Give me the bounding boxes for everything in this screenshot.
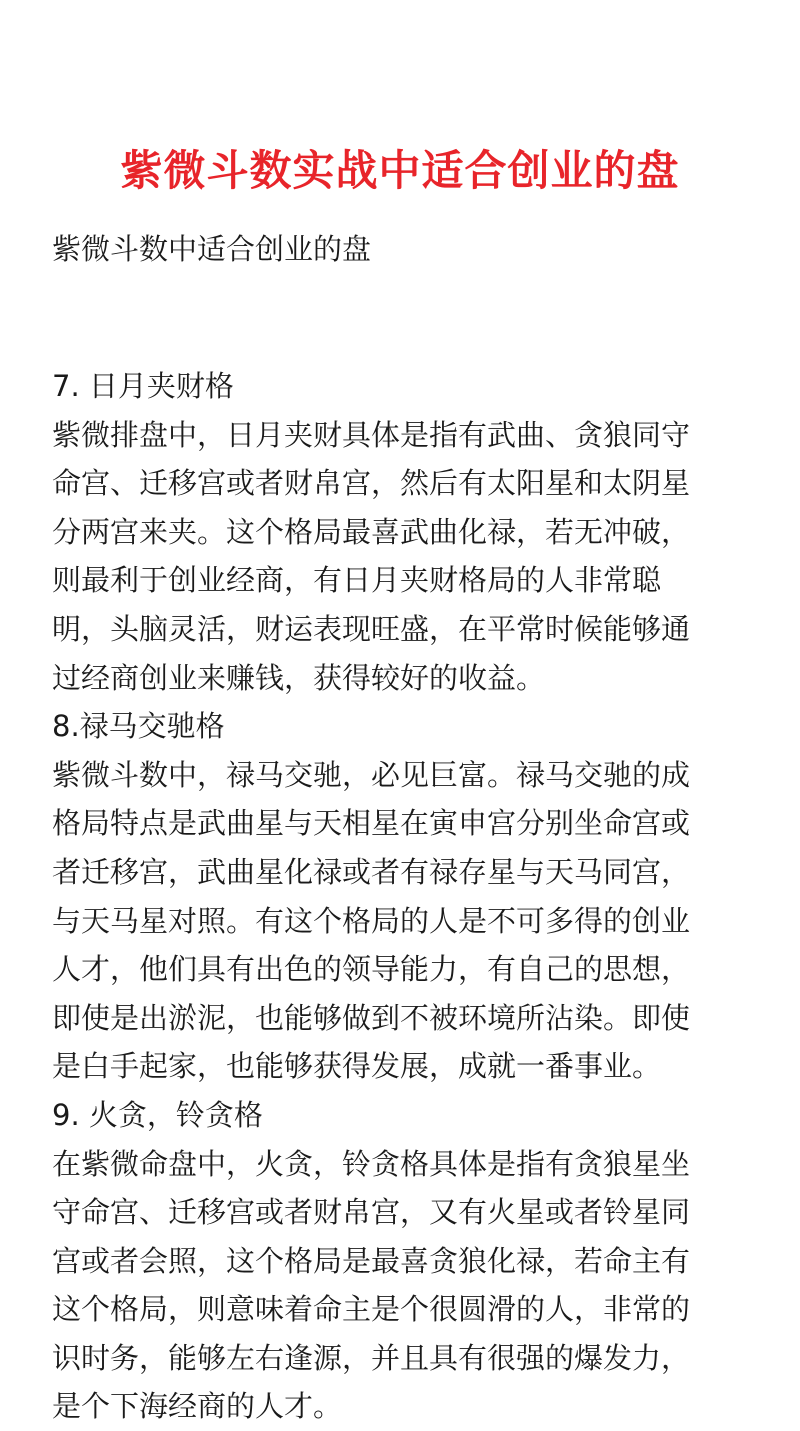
section-heading: 7. 日月夹财格	[52, 369, 234, 403]
paragraph-line: 识时务，能够左右逢源，并且具有很强的爆发力，	[52, 1340, 691, 1375]
article-section	[52, 362, 752, 702]
paragraph-line: 是个下海经商的人才。	[52, 1389, 343, 1424]
paragraph-line: 明，头脑灵活，财运表现旺盛，在平常时候能够通	[52, 611, 691, 646]
paragraph-line: 紫微斗数中，禄马交驰，必见巨富。禄马交驰的成	[52, 757, 691, 792]
paragraph-line: 与天马星对照。有这个格局的人是不可多得的创业	[52, 903, 691, 938]
paragraph-line: 守命宫、迁移宫或者财帛宫，又有火星或者铃星同	[52, 1195, 691, 1230]
paragraph-line: 宫或者会照，这个格局是最喜贪狼化禄，若命主有	[52, 1243, 691, 1278]
page-title: 紫微斗数实战中适合创业的盘	[120, 146, 680, 195]
paragraph-line: 人才，他们具有出色的领导能力，有自己的思想，	[52, 952, 691, 987]
section-heading: 9. 火贪，铃贪格	[52, 1097, 263, 1132]
paragraph-line: 这个格局，则意味着命主是个很圆滑的人，非常的	[52, 1292, 691, 1327]
paragraph-line: 者迁移宫，武曲星化禄或者有禄存星与天马同宫，	[52, 854, 691, 889]
paragraph-line: 是白手起家，也能够获得发展，成就一番事业。	[52, 1049, 662, 1084]
article-section	[52, 702, 752, 1091]
paragraph-line: 分两宫来夹。这个格局最喜武曲化禄，若无冲破，	[52, 514, 691, 549]
article-body	[52, 362, 752, 1431]
paragraph-line: 过经商创业来赚钱，获得较好的收益。	[52, 660, 546, 695]
paragraph-line: 在紫微命盘中，火贪，铃贪格具体是指有贪狼星坐	[52, 1146, 691, 1181]
paragraph-line: 紫微排盘中，日月夹财具体是指有武曲、贪狼同守	[52, 417, 691, 452]
paragraph-line: 则最利于创业经商，有日月夹财格局的人非常聪	[52, 563, 662, 598]
paragraph-line: 格局特点是武曲星与天相星在寅申宫分别坐命宫或	[52, 806, 691, 841]
page-subtitle: 紫微斗数中适合创业的盘	[52, 232, 372, 266]
section-heading: 8.禄马交驰格	[52, 709, 225, 744]
paragraph-line: 即使是出淤泥，也能够做到不被环境所沾染。即使	[52, 1000, 691, 1035]
article-section	[52, 1091, 752, 1431]
paragraph-line: 命宫、迁移宫或者财帛宫，然后有太阳星和太阴星	[52, 466, 691, 501]
